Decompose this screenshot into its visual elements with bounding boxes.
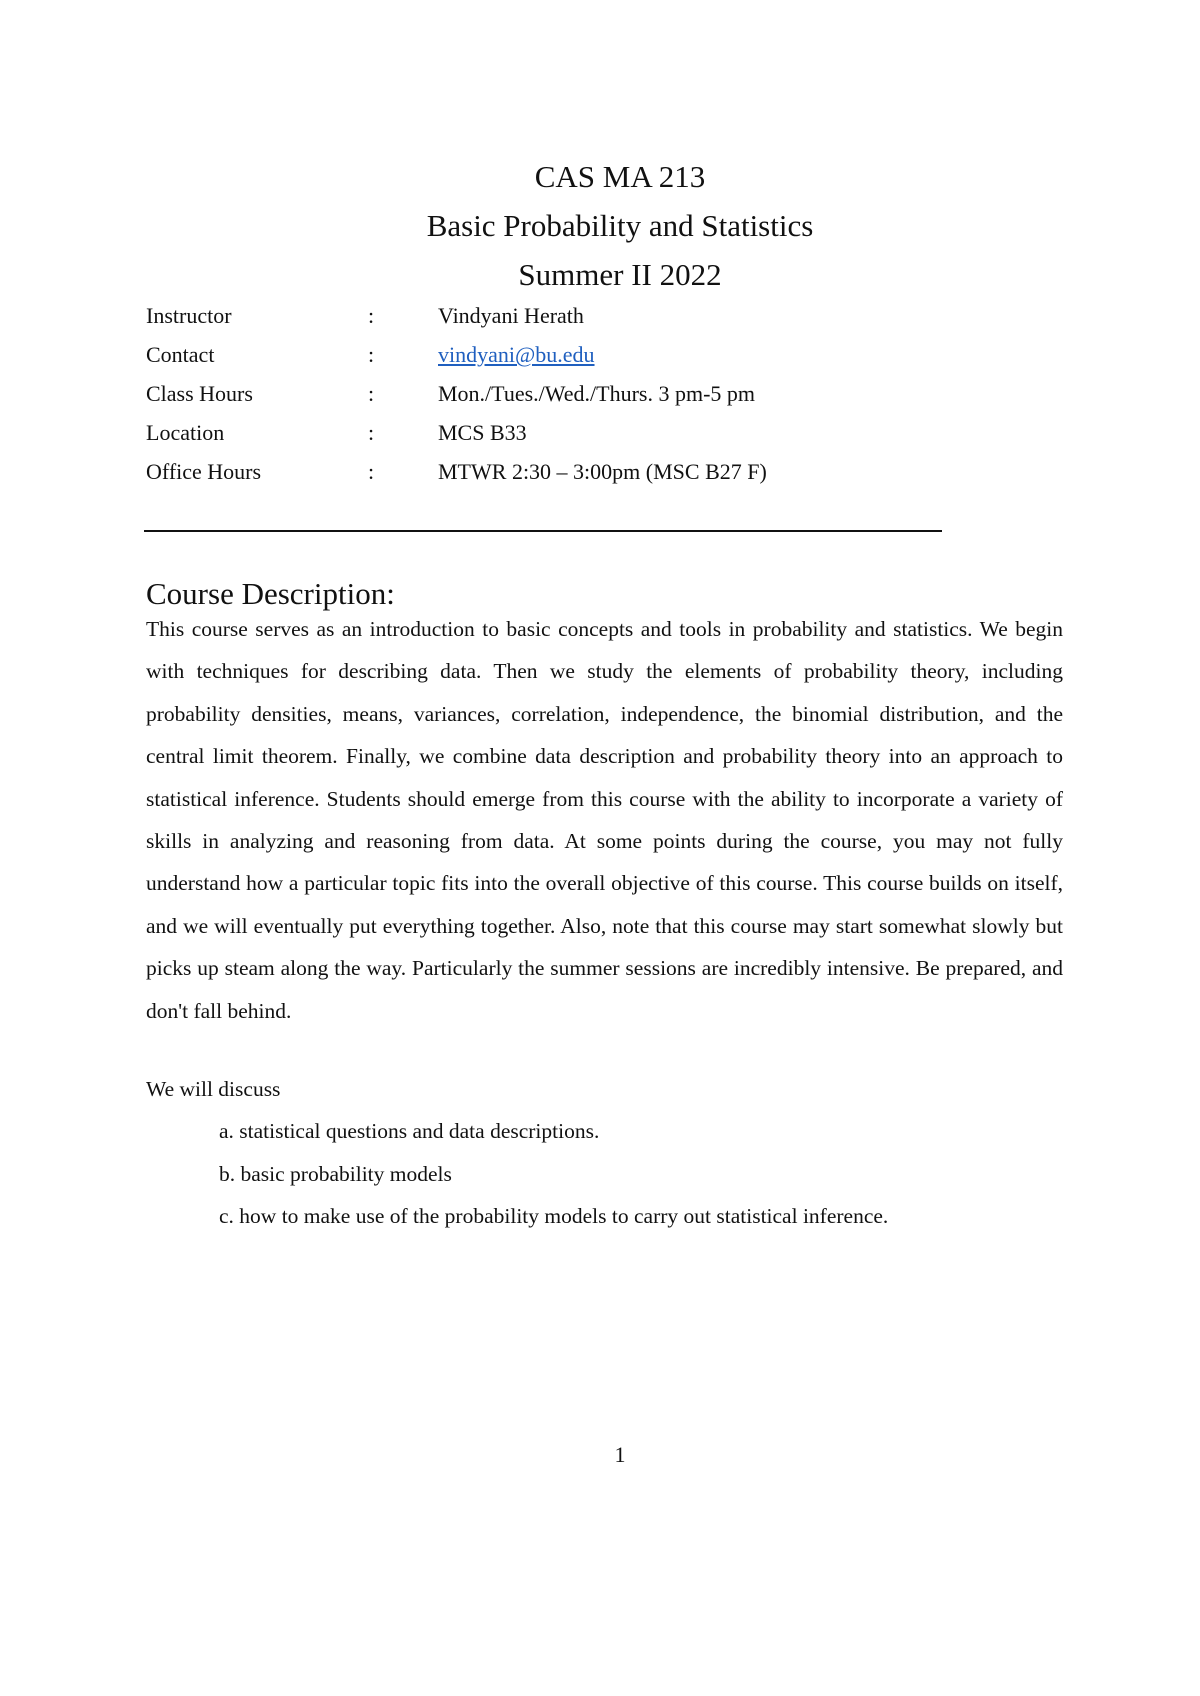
discussion-topics-list <box>219 1110 888 1238</box>
info-separator: : <box>368 303 375 328</box>
list-item: a. statistical questions and data descriptions. <box>219 1119 600 1143</box>
course-description-body: This course serves as an introduction to basic concepts and tools in probability and statistics. We begin with techniques for describing data. Then we study the elements of probability theory, including probability densities, means, variances, correlation, independence, the binomial distribution, and the central limit theorem. Finally, we combine data description and probability theory into an approach to statistical inference. Students should emerge from this course with the ability to incorporate a variety of skills in analyzing and reasoning from data. At some points during the course, you may not fully understand how a particular topic fits into the overall objective of this course. This course builds on itself, and we will eventually put everything together. Also, note that this course may start somewhat slowly but picks up steam along the way. Particularly the summer sessions are incredibly intensive. Be prepared, and don't fall behind. <box>146 617 1063 1023</box>
class-hours-value: Mon./Tues./Wed./Thurs. 3 pm-5 pm <box>438 381 756 406</box>
discussion-intro: We will discuss <box>146 1077 281 1101</box>
office-hours-value: MTWR 2:30 – 3:00pm (MSC B27 F) <box>438 459 767 484</box>
list-item: c. how to make use of the probability models to carry out statistical inference. <box>219 1204 889 1228</box>
contact-email-link[interactable]: vindyani@bu.edu <box>438 342 595 367</box>
course-description-heading: Course Description: <box>146 576 395 611</box>
horizontal-rule <box>144 530 942 532</box>
list-item: b. basic probability models <box>219 1161 452 1186</box>
info-label: Instructor <box>146 303 232 328</box>
course-title: Basic Probability and Statistics <box>426 208 814 243</box>
course-code: CAS MA 213 <box>534 159 706 194</box>
info-separator: : <box>368 420 375 445</box>
instructor-name: Vindyani Herath <box>438 303 584 328</box>
info-label: Office Hours <box>146 459 262 484</box>
location-value: MCS B33 <box>438 420 527 445</box>
info-label: Class Hours <box>146 381 253 406</box>
info-separator: : <box>368 459 375 484</box>
info-label: Location <box>146 420 225 445</box>
info-label: Contact <box>146 342 215 367</box>
course-term: Summer II 2022 <box>518 257 722 292</box>
info-separator: : <box>368 381 375 406</box>
title-block <box>0 152 1200 299</box>
page-number: 1 <box>614 1442 626 1467</box>
info-separator: : <box>368 342 375 367</box>
